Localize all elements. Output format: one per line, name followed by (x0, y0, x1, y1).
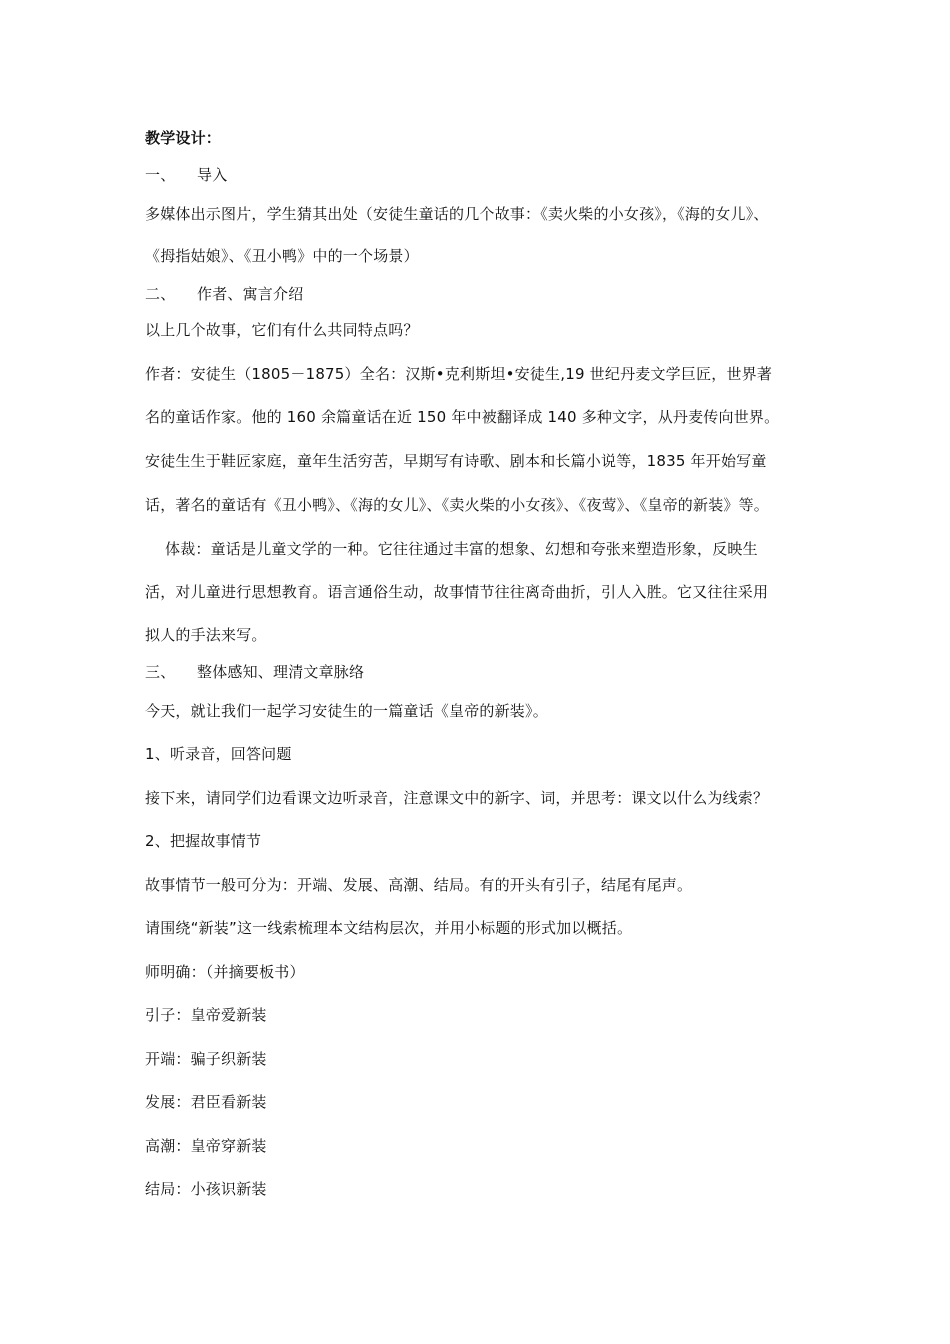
genre-paragraph-line-3: 拟人的手法来写。 (145, 626, 267, 644)
step-1-heading: 1、听录音，回答问题 (145, 745, 292, 763)
outline-item-climax: 高潮：皇帝穿新装 (145, 1137, 267, 1155)
section-1-number: 一、 (145, 166, 176, 184)
today-line: 今天，就让我们一起学习安徒生的一篇童话《皇帝的新装》。 (145, 702, 548, 720)
genre-paragraph-line-1: 体裁：童话是儿童文学的一种。它往往通过丰富的想象、幻想和夸张来塑造形象，反映生 (165, 540, 758, 558)
outline-item-beginning: 开端：骗子织新装 (145, 1050, 267, 1068)
section-1-title: 导入 (197, 166, 228, 184)
step-2-heading: 2、把握故事情节 (145, 832, 262, 850)
section-3-title: 整体感知、理清文章脉络 (197, 663, 365, 681)
author-paragraph-line-2: 名的童话作家。他的 160 余篇童话在近 150 年中被翻译成 140 多种文字，从丹麦传向世界。 (145, 408, 780, 426)
plot-task-line: 请围绕“新装”这一线索梳理本文结构层次，并用小标题的形式加以概括。 (145, 919, 633, 937)
outline-item-ending: 结局：小孩识新装 (145, 1180, 267, 1198)
outline-item-development: 发展：君臣看新装 (145, 1093, 267, 1111)
intro-paragraph-line-2: 《拇指姑娘》、《丑小鸭》中的一个场景） (145, 247, 419, 265)
plot-general-line: 故事情节一般可分为：开端、发展、高潮、结局。有的开头有引子，结尾有尾声。 (145, 876, 693, 894)
section-3-number: 三、 (145, 663, 176, 681)
author-paragraph-line-1: 作者：安徒生（1805－1875）全名：汉斯•克利斯坦•安徒生,19 世纪丹麦文学巨匠，世界著 (145, 365, 773, 383)
section-3-heading (145, 662, 364, 682)
section-1-heading (145, 165, 227, 185)
intro-paragraph-line-1: 多媒体出示图片，学生猜其出处（安徒生童话的几个故事：《卖火柴的小女孩》，《海的女儿》、 (145, 205, 769, 223)
outline-item-prologue: 引子：皇帝爱新装 (145, 1006, 267, 1024)
section-2-title: 作者、寓言介绍 (197, 285, 304, 303)
section-2-number: 二、 (145, 285, 176, 303)
question-line: 以上几个故事，它们有什么共同特点吗？ (145, 321, 419, 339)
genre-paragraph-line-2: 活，对儿童进行思想教育。语言通俗生动，故事情节往往离奇曲折，引人入胜。它又往往采用 (145, 583, 769, 601)
author-paragraph-line-4: 话，著名的童话有《丑小鸭》、《海的女儿》、《卖火柴的小女孩》、《夜莺》、《皇帝的新装》等。 (145, 496, 770, 514)
step-1-text: 接下来，请同学们边看课文边听录音，注意课文中的新字、词，并思考：课文以什么为线索？ (145, 789, 769, 807)
author-paragraph-line-3: 安徒生生于鞋匠家庭，童年生活穷苦，早期写有诗歌、剧本和长篇小说等，1835 年开始写童 (145, 452, 767, 470)
section-2-heading (145, 284, 303, 304)
document-title: 教学设计： (145, 129, 222, 147)
teacher-line: 师明确：（并摘要板书） (145, 963, 305, 981)
